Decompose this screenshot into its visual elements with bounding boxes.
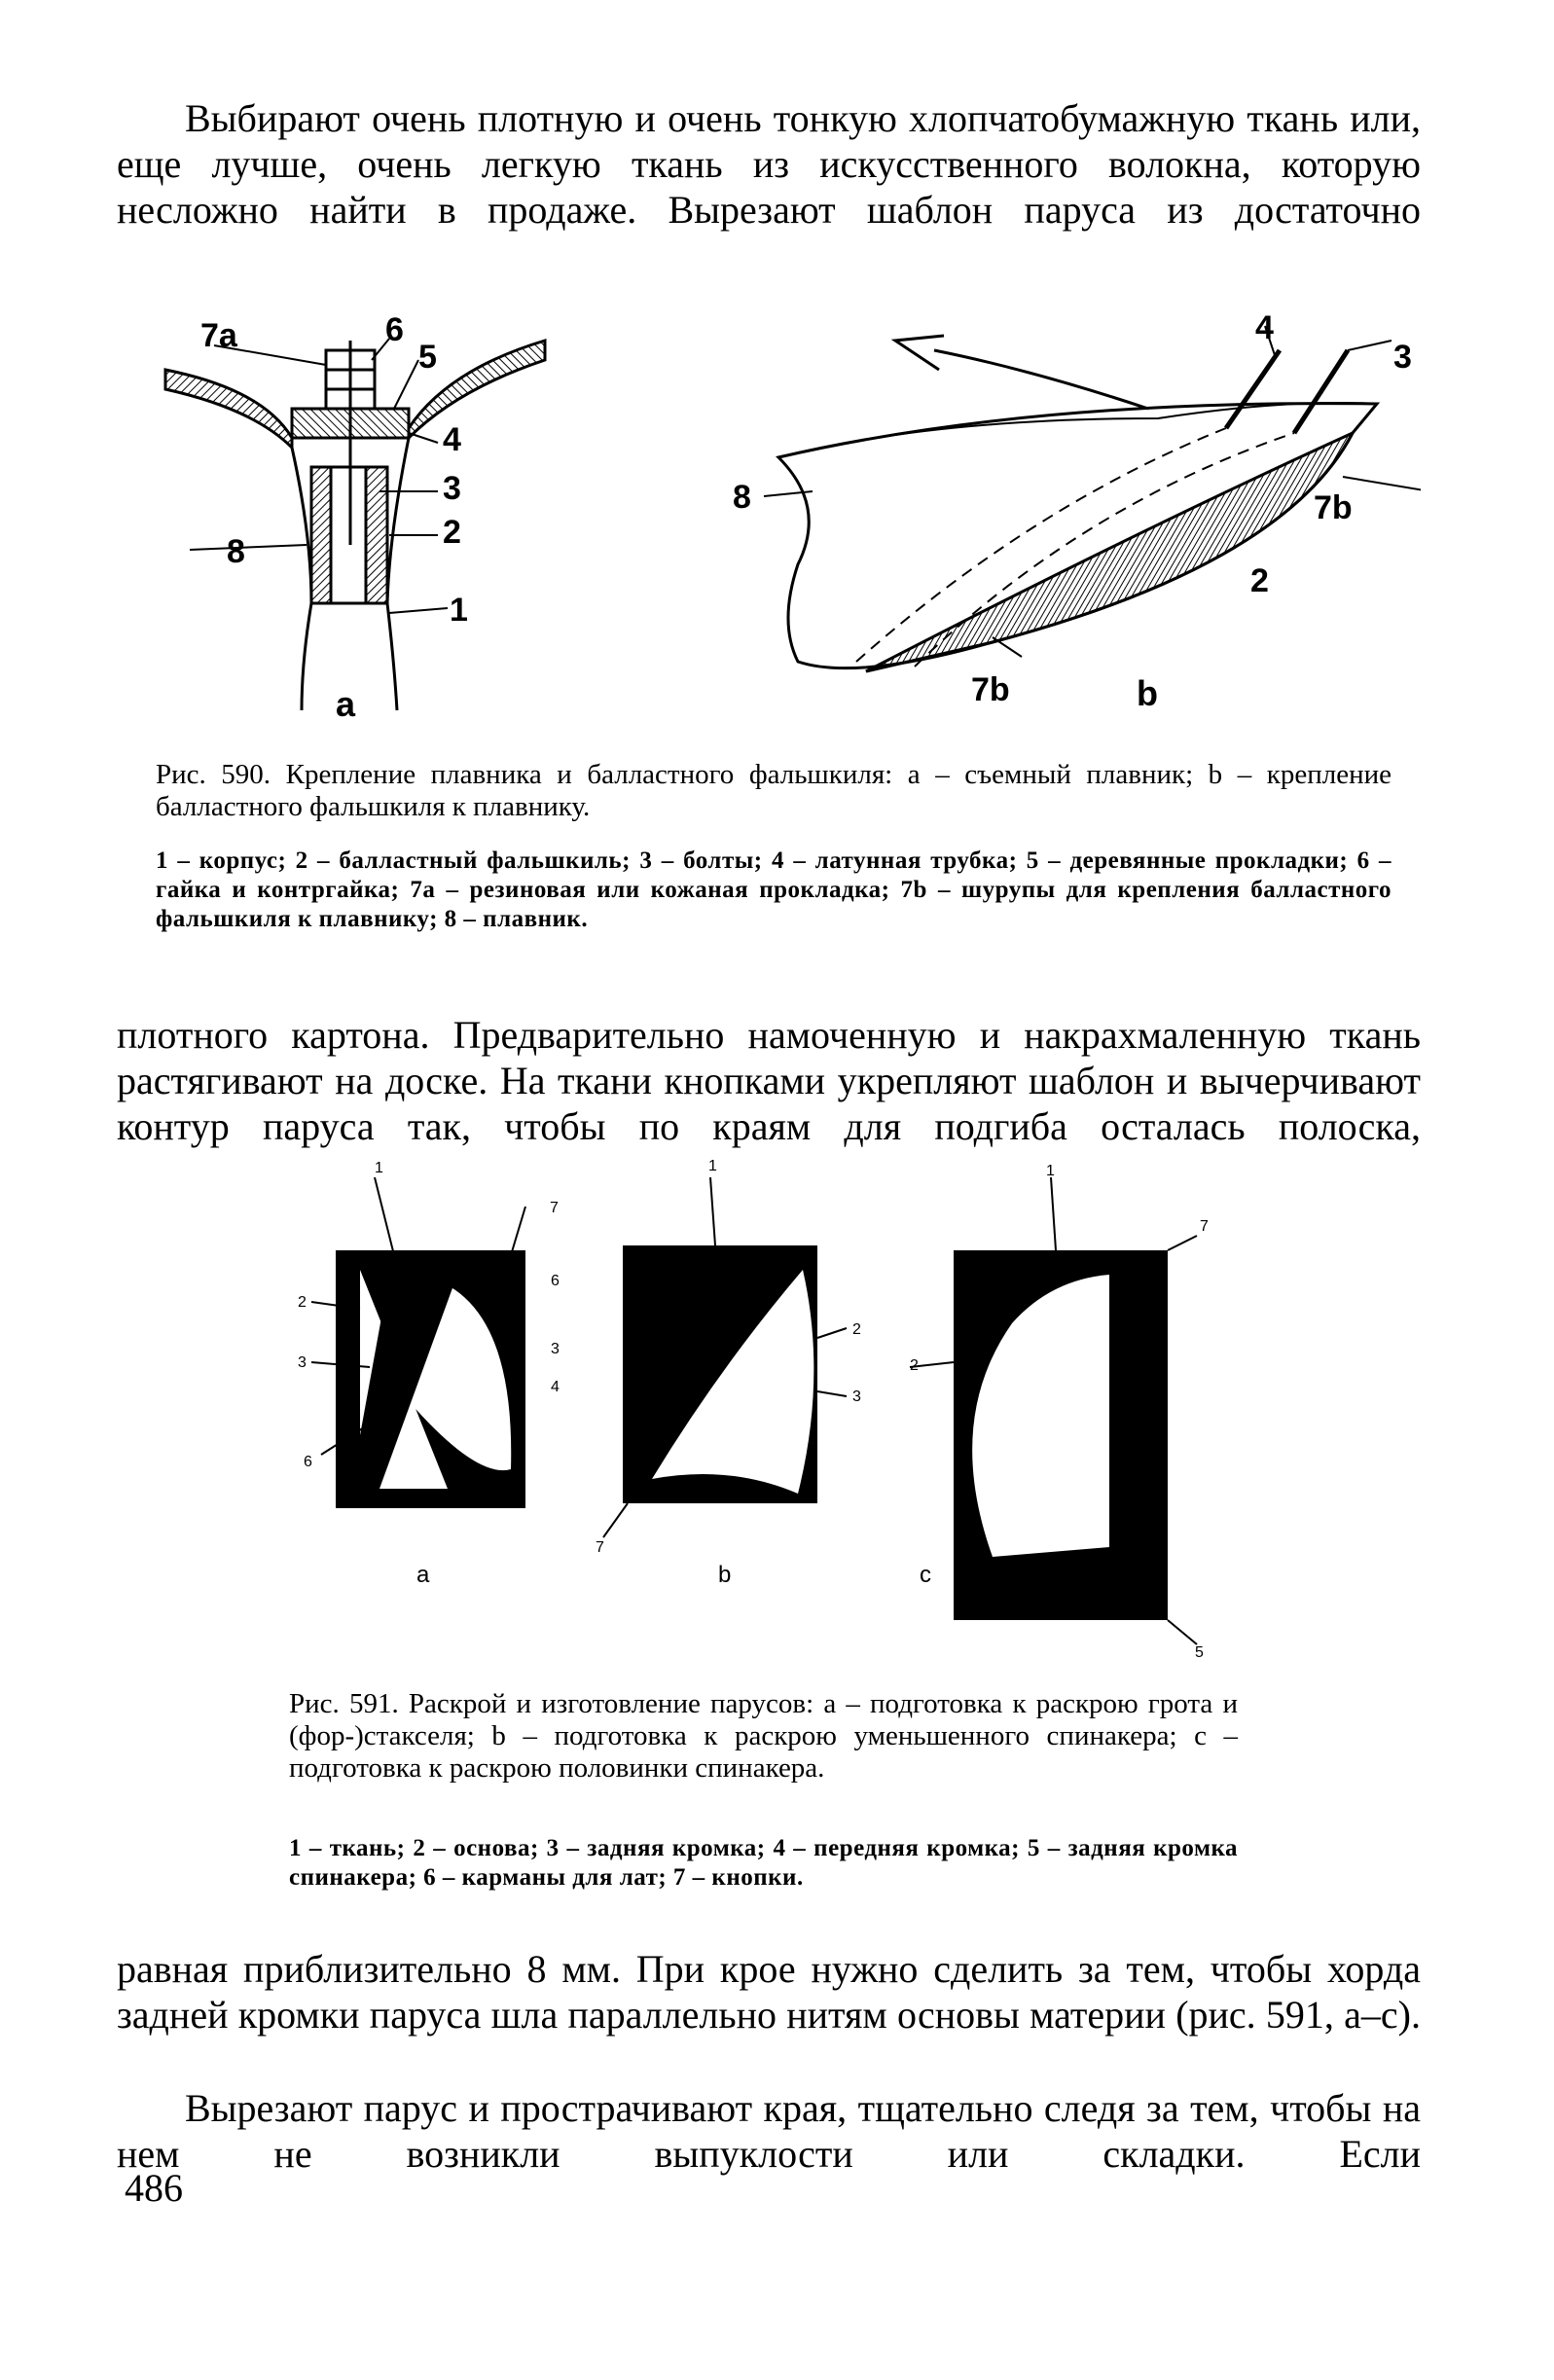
fig590a-label-1: 1	[450, 592, 468, 629]
figure-591b-drawing	[594, 1172, 885, 1581]
paragraph-1	[117, 95, 1421, 233]
fig590a-sublabel: a	[336, 684, 356, 724]
paragraph-2-text: плотного картона. Предварительно намоченную и накрахмаленную ткань растягивают на доске. На ткани кнопками укрепляют шаблон и вычерчивают контур паруса так, чтобы по краям для подгиба осталась полоска,	[117, 1013, 1421, 1148]
fig590b-label-4: 4	[1255, 309, 1274, 346]
fig590a-label-3: 3	[443, 470, 461, 507]
fig590a-label-7a: 7a	[200, 317, 237, 354]
figure-590-caption: Рис. 590. Крепление плавника и балластного фальшкиля: a – съемный плавник; b – крепление балластного фальшкиля к плавнику.	[156, 759, 1391, 822]
fig591a-label-6-bottom: 6	[304, 1454, 312, 1470]
fig590b-label-3: 3	[1393, 339, 1412, 376]
fig590b-label-7b-right: 7b	[1314, 489, 1353, 526]
fig590a-label-8: 8	[227, 533, 245, 570]
fig590b-sublabel: b	[1137, 673, 1158, 713]
fig590a-label-6: 6	[385, 311, 404, 348]
paragraph-4	[117, 2085, 1421, 2177]
paragraph-3	[117, 1946, 1421, 2037]
fig591a-label-3-right: 3	[551, 1341, 560, 1357]
fig591a-label-4: 4	[551, 1379, 560, 1395]
paragraph-1-text: Выбирают очень плотную и очень тонкую хлопчатобумажную ткань или, еще лучше, очень легкую ткань из искусственного волокна, которую несложно найти в продаже. Вырезают шаблон паруса из достаточно	[117, 96, 1421, 232]
fig591b-label-2: 2	[852, 1321, 861, 1338]
fig591a-label-3-left: 3	[298, 1354, 307, 1371]
fig591a-sublabel: a	[416, 1562, 430, 1588]
figure-591-legend: 1 – ткань; 2 – основа; 3 – задняя кромка; 4 – передняя кромка; 5 – задняя кромка спинакера; 6 – карманы для лат; 7 – кнопки.	[289, 1835, 1238, 1891]
fig591b-sublabel: b	[718, 1562, 732, 1588]
fig590a-label-4: 4	[443, 421, 461, 458]
fig590a-label-2: 2	[443, 514, 461, 551]
fig591c-label-7: 7	[1200, 1218, 1209, 1235]
fig591b-label-3: 3	[852, 1388, 861, 1405]
figure-591-caption: Рис. 591. Раскрой и изготовление парусов: а – подготовка к раскрою грота и (фор-)стакселя; b – подготовка к раскрою уменьшенного спинакера; с – подготовка к раскрою половинки спинакера.	[289, 1688, 1238, 1784]
fig590a-label-5: 5	[418, 339, 437, 376]
fig591a-label-6-top: 6	[551, 1273, 560, 1289]
fig591c-label-2: 2	[910, 1357, 919, 1374]
fig591c-sublabel: c	[920, 1562, 931, 1588]
paragraph-3-text: равная приблизительно 8 мм. При крое нужно сделить за тем, чтобы хорда задней кромки паруса шла параллельно нитям основы материи (рис. 591, а–с).	[117, 1947, 1421, 2037]
fig591c-label-1: 1	[1046, 1163, 1055, 1179]
fig590b-label-2: 2	[1250, 562, 1269, 599]
paragraph-4-text: Вырезают парус и прострачивают края, тщательно следя за тем, чтобы на нем не возникли выпуклости или складки. Если	[117, 2086, 1421, 2176]
fig590b-label-8: 8	[733, 479, 751, 516]
fig590b-label-7b-bottom: 7b	[971, 671, 1010, 708]
fig591c-label-5: 5	[1195, 1644, 1204, 1661]
paragraph-2	[117, 1012, 1421, 1149]
fig591a-label-2: 2	[298, 1294, 307, 1311]
figure-590-legend: 1 – корпус; 2 – балластный фальшкиль; 3 – болты; 4 – латунная трубка; 5 – деревянные прокладки; 6 – гайка и контргайка; 7a – резиновая или кожаная прокладка; 7b – шурупы для крепления балластного фальшкиля к плавнику; 8 – плавник.	[156, 847, 1391, 932]
figure-591a-drawing	[292, 1177, 603, 1547]
fig591b-label-1: 1	[708, 1158, 717, 1174]
fig591a-label-1: 1	[375, 1160, 383, 1176]
fig591b-label-7: 7	[596, 1539, 604, 1556]
figure-590a-drawing	[146, 311, 574, 720]
figure-591c-drawing	[895, 1177, 1226, 1664]
page-number: 486	[125, 2166, 183, 2210]
fig591a-label-7: 7	[550, 1200, 559, 1216]
